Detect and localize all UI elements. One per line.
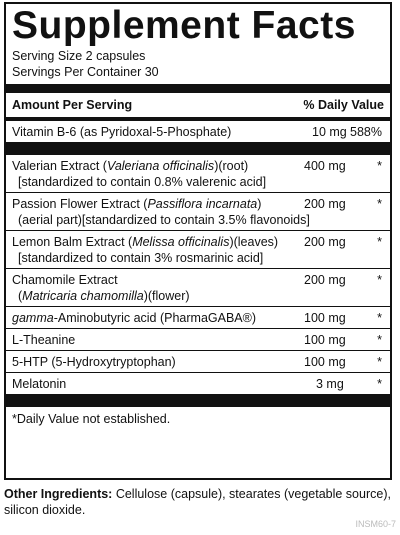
ingredient-row-5-htp — [6, 350, 390, 372]
servings-per-container: Servings Per Container 30 — [12, 65, 159, 79]
ingredient-row-vitamin-b6 — [6, 121, 390, 142]
other-ingredients-label: Other Ingredients: — [4, 487, 113, 501]
ingredient-row-valerian — [6, 155, 390, 192]
ingredient-amount: 10 mg — [312, 125, 347, 139]
ingredient-dv: * — [377, 377, 382, 391]
ingredient-source: (Matricaria chamomilla)(flower) — [18, 289, 190, 303]
ingredient-name: Vitamin B-6 (as Pyridoxal-5-Phosphate) — [12, 125, 232, 139]
ingredient-dv: * — [377, 355, 382, 369]
ingredient-amount: 200 mg — [304, 197, 346, 211]
panel-title: Supplement Facts — [12, 4, 356, 47]
ingredient-amount: 100 mg — [304, 311, 346, 325]
ingredient-dv: * — [377, 197, 382, 211]
ingredient-dv: * — [377, 235, 382, 249]
ingredient-name: gamma-Aminobutyric acid (PharmaGABA®) — [12, 311, 257, 325]
ingredient-name: Passion Flower Extract (Passiflora incarnata) — [12, 197, 262, 211]
ingredient-standardization: [standardized to contain 3% rosmarinic acid] — [18, 251, 264, 265]
ingredient-amount: 100 mg — [304, 355, 346, 369]
ingredient-dv: * — [377, 159, 382, 173]
ingredient-row-gaba — [6, 306, 390, 328]
ingredient-name: Valerian Extract (Valeriana officinalis)(root) — [12, 159, 249, 173]
ingredient-name: Chamomile Extract — [12, 273, 118, 287]
ingredient-amount: 200 mg — [304, 273, 346, 287]
divider-big — [6, 142, 390, 155]
ingredient-row-passion-flower — [6, 192, 390, 230]
divider-thick — [6, 84, 390, 93]
ingredient-dv: 588% — [350, 125, 382, 139]
ingredient-name: 5-HTP (5-Hydroxytryptophan) — [12, 355, 176, 369]
ingredient-name: L-Theanine — [12, 333, 76, 347]
ingredient-standardization: [standardized to contain 0.8% valerenic acid] — [18, 175, 267, 189]
ingredient-standardization: (aerial part)[standardized to contain 3.5% flavonoids] — [18, 213, 310, 227]
supplement-facts-panel — [4, 2, 392, 480]
ingredient-dv: * — [377, 311, 382, 325]
other-ingredients — [4, 486, 396, 518]
ingredient-dv: * — [377, 333, 382, 347]
product-code: INSM60-7 — [355, 519, 396, 529]
ingredient-amount: 100 mg — [304, 333, 346, 347]
daily-value-footnote: *Daily Value not established. — [12, 412, 171, 426]
serving-size: Serving Size 2 capsules — [12, 49, 146, 63]
ingredient-row-l-theanine — [6, 328, 390, 350]
table-header — [6, 93, 390, 117]
ingredient-dv: * — [377, 273, 382, 287]
header-daily-value: % Daily Value — [303, 98, 384, 112]
ingredient-row-melatonin — [6, 372, 390, 394]
header-amount: Amount Per Serving — [12, 98, 133, 112]
divider-big — [6, 394, 390, 407]
ingredient-row-chamomile — [6, 268, 390, 306]
ingredient-name: Lemon Balm Extract (Melissa officinalis)(leaves) — [12, 235, 279, 249]
ingredient-amount: 400 mg — [304, 159, 346, 173]
ingredient-amount: 3 mg — [316, 377, 344, 391]
other-ingredients-text: Cellulose (capsule), stearates (vegetable source), silicon dioxide. — [4, 487, 391, 517]
ingredient-name: Melatonin — [12, 377, 67, 391]
ingredient-row-lemon-balm — [6, 230, 390, 268]
ingredient-amount: 200 mg — [304, 235, 346, 249]
